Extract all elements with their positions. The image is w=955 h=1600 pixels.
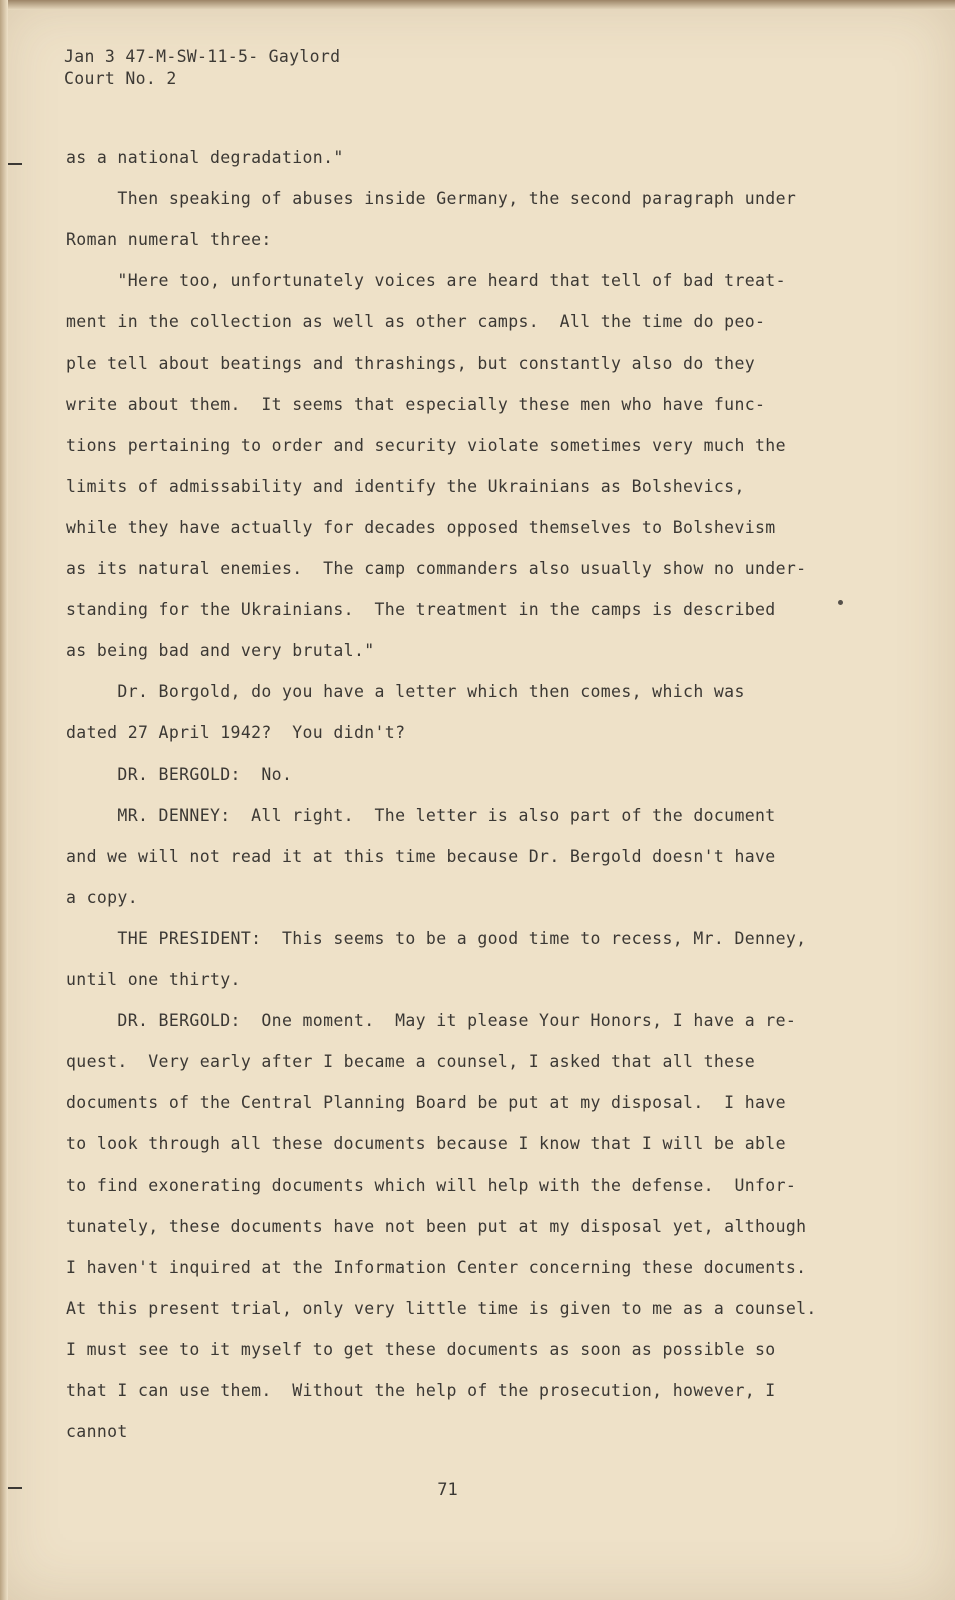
transcript-line: "Here too, unfortunately voices are heard that tell of bad treat- xyxy=(66,271,786,290)
page-number: 71 xyxy=(437,1480,458,1500)
transcript-line: tunately, these documents have not been put at my disposal yet, although xyxy=(66,1217,807,1236)
document-header xyxy=(64,46,340,90)
transcript-line: DR. BERGOLD: No. xyxy=(66,765,293,784)
transcript-line: until one thirty. xyxy=(66,970,241,989)
transcript-line: cannot xyxy=(66,1422,128,1441)
transcript-line: Then speaking of abuses inside Germany, the second paragraph under xyxy=(66,189,797,208)
transcript-line: At this present trial, only very little time is given to me as a counsel. xyxy=(66,1299,817,1318)
transcript-line: as a national degradation." xyxy=(66,148,344,167)
transcript-line: while they have actually for decades opposed themselves to Bolshevism xyxy=(66,518,776,537)
transcript-line: DR. BERGOLD: One moment. May it please Your Honors, I have a re- xyxy=(66,1011,797,1030)
transcript-line: standing for the Ukrainians. The treatment in the camps is described xyxy=(66,600,776,619)
transcript-line: quest. Very early after I became a counsel, I asked that all these xyxy=(66,1052,756,1071)
page-top-edge xyxy=(0,0,955,10)
transcript-line: THE PRESIDENT: This seems to be a good time to recess, Mr. Denney, xyxy=(66,929,807,948)
transcript-line: a copy. xyxy=(66,888,138,907)
transcript-line: and we will not read it at this time because Dr. Bergold doesn't have xyxy=(66,847,776,866)
page-speck xyxy=(838,600,843,605)
transcript-line: tions pertaining to order and security violate sometimes very much the xyxy=(66,436,786,455)
header-line-1: Jan 3 47-M-SW-11-5- Gaylord xyxy=(64,47,341,66)
margin-mark-bottom xyxy=(8,1487,22,1489)
transcript-line: I haven't inquired at the Information Center concerning these documents. xyxy=(66,1258,807,1277)
transcript-line: MR. DENNEY: All right. The letter is also part of the document xyxy=(66,806,776,825)
transcript-line: as its natural enemies. The camp commanders also usually show no under- xyxy=(66,559,807,578)
transcript-line: write about them. It seems that especially these men who have func- xyxy=(66,395,766,414)
transcript-line: limits of admissability and identify the Ukrainians as Bolshevics, xyxy=(66,477,745,496)
transcript-line: as being bad and very brutal." xyxy=(66,641,375,660)
transcript-line: dated 27 April 1942? You didn't? xyxy=(66,723,406,742)
transcript-line: ment in the collection as well as other camps. All the time do peo- xyxy=(66,312,766,331)
transcript-line: to find exonerating documents which will help with the defense. Unfor- xyxy=(66,1176,797,1195)
header-line-2: Court No. 2 xyxy=(64,69,177,88)
page-left-edge xyxy=(0,0,8,1600)
margin-mark-top xyxy=(8,163,22,165)
transcript-line: Dr. Borgold, do you have a letter which then comes, which was xyxy=(66,682,745,701)
transcript-line: documents of the Central Planning Board be put at my disposal. I have xyxy=(66,1093,786,1112)
transcript-line: that I can use them. Without the help of the prosecution, however, I xyxy=(66,1381,776,1400)
transcript-line: to look through all these documents because I know that I will be able xyxy=(66,1134,786,1153)
transcript-line: I must see to it myself to get these documents as soon as possible so xyxy=(66,1340,776,1359)
transcript-line: Roman numeral three: xyxy=(66,230,272,249)
transcript-line: ple tell about beatings and thrashings, but constantly also do they xyxy=(66,354,756,373)
